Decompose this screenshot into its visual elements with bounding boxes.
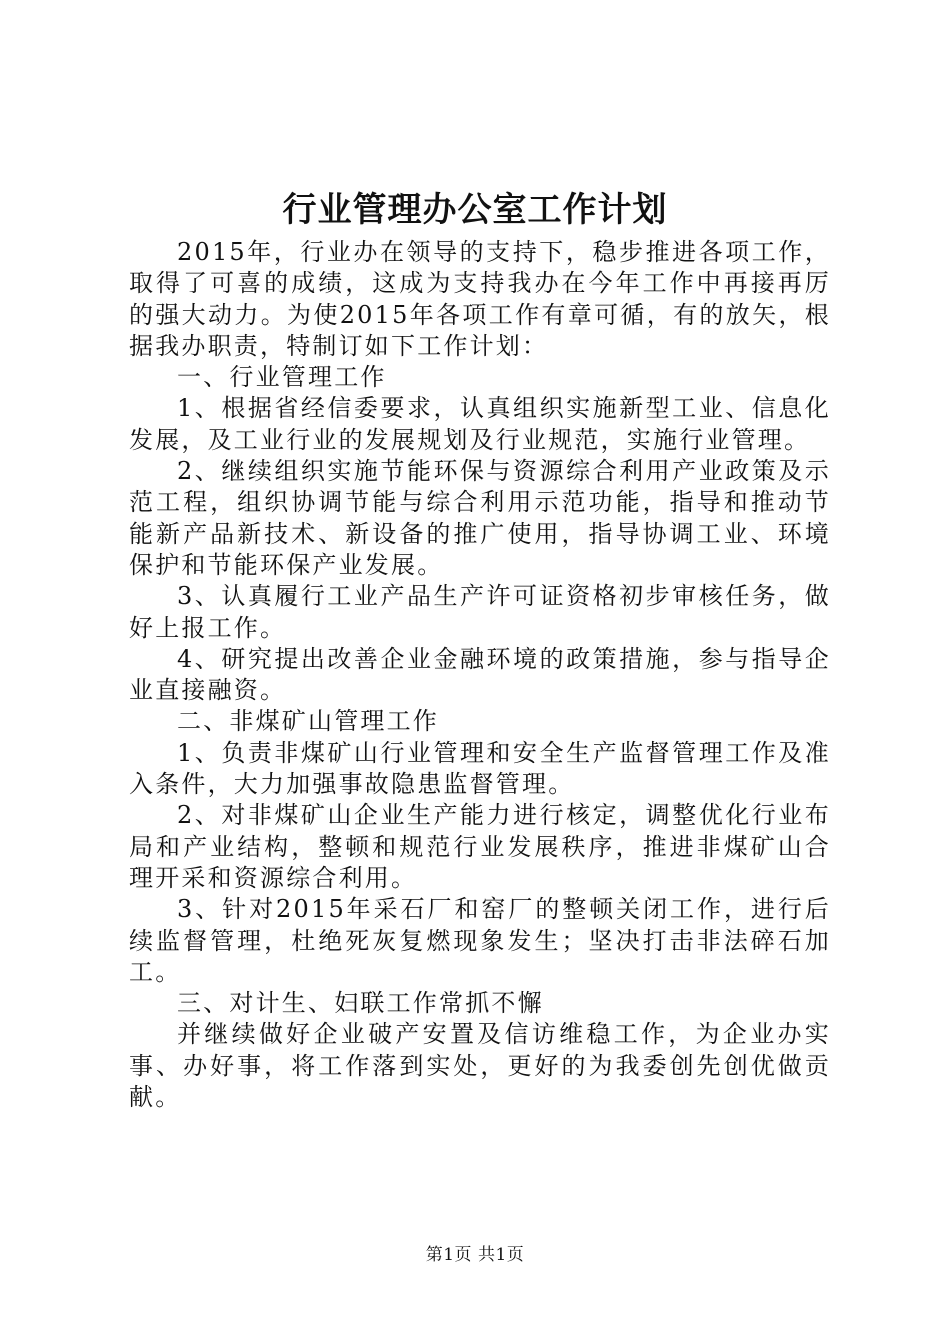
- paragraph-2-2: 2、对非煤矿山企业生产能力进行核定，调整优化行业布局和产业结构，整顿和规范行业发展秩序，推进非煤矿山合理开采和资源综合利用。: [129, 801, 831, 892]
- paragraph-1-4: 4、研究提出改善企业金融环境的政策措施，参与指导企业直接融资。: [129, 644, 831, 705]
- paragraph-1-3: 3、认真履行工业产品生产许可证资格初步审核任务，做好上报工作。: [129, 582, 831, 642]
- page-footer: 第1页 共1页: [425, 1245, 525, 1265]
- paragraph-2-1: 1、负责非煤矿山行业管理和安全生产监督管理工作及准入条件，大力加强事故隐患监督管理。: [129, 738, 831, 799]
- section-heading-3: 三、对计生、妇联工作常抓不懈: [177, 989, 544, 1018]
- paragraph-2-3: 3、针对2015年采石厂和窑厂的整顿关闭工作，进行后续监督管理，杜绝死灰复燃现象发生；坚决打击非法碎石加工。: [129, 895, 831, 986]
- paragraph-3-1: 并继续做好企业破产安置及信访维稳工作，为企业办实事、办好事，将工作落到实处，更好的为我委创先创优做贡献。: [129, 1020, 831, 1112]
- paragraph-intro: 2015年，行业办在领导的支持下，稳步推进各项工作，取得了可喜的成绩，这成为支持我办在今年工作中再接再厉的强大动力。为使2015年各项工作有章可循，有的放矢，根据我办职责，特制订如下工作计划：: [129, 238, 831, 360]
- section-heading-2: 二、非煤矿山管理工作: [177, 707, 439, 736]
- document-title: 行业管理办公室工作计划: [282, 190, 668, 230]
- document-body: [129, 237, 831, 1113]
- paragraph-1-1: 1、根据省经信委要求，认真组织实施新型工业、信息化发展，及工业行业的发展规划及行业规范，实施行业管理。: [129, 394, 831, 454]
- section-heading-1: 一、行业管理工作: [177, 363, 387, 392]
- paragraph-1-2: 2、继续组织实施节能环保与资源综合利用产业政策及示范工程，组织协调节能与综合利用示范功能，指导和推动节能新产品新技术、新设备的推广使用，指导协调工业、环境保护和节能环保产业发展。: [129, 457, 831, 579]
